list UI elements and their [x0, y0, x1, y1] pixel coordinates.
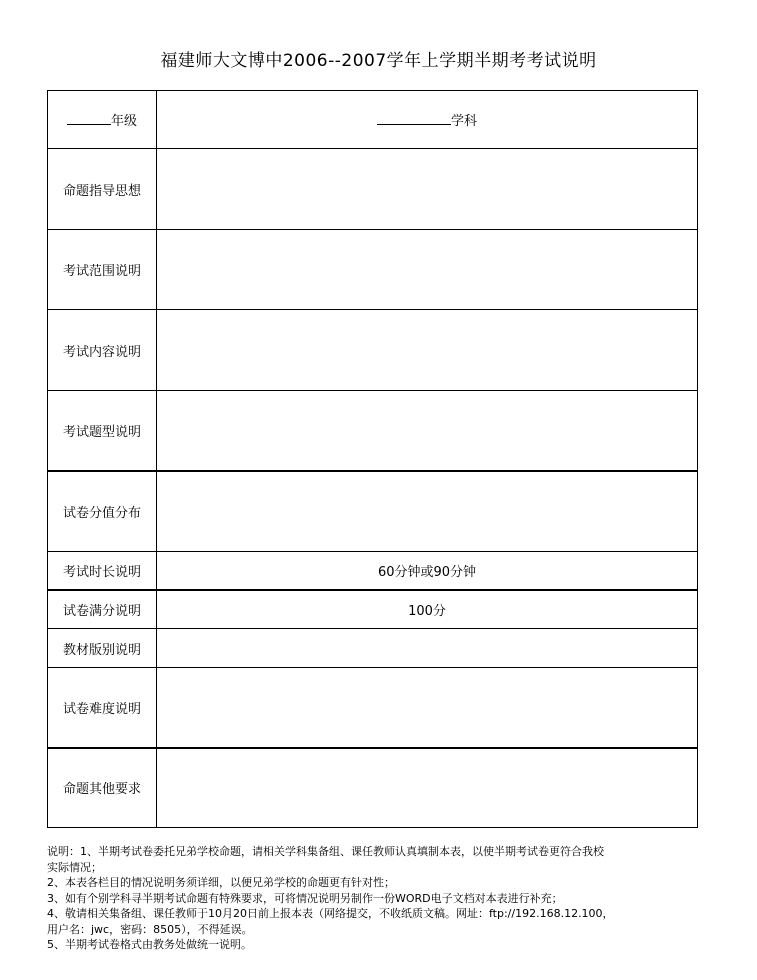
table-row — [48, 552, 698, 590]
row-label: 命题指导思想 — [48, 149, 157, 230]
table-row — [48, 391, 698, 471]
notes-section — [47, 844, 707, 953]
note-line: 3、如有个别学科寻半期考试命题有特殊要求，可将情况说明另制作一份WORD电子文档对本表进行补充； — [47, 891, 563, 905]
row-label: 试卷分值分布 — [48, 471, 157, 552]
exam-info-table — [47, 90, 698, 828]
header-row — [48, 91, 698, 149]
row-label: 命题其他要求 — [48, 748, 157, 828]
row-value[interactable] — [157, 149, 698, 230]
row-label: 考试内容说明 — [48, 310, 157, 391]
grade-blank[interactable] — [67, 124, 111, 125]
row-label: 试卷难度说明 — [48, 668, 157, 748]
table-row — [48, 668, 698, 748]
note-line: 实际情况； — [47, 860, 102, 874]
table-row — [48, 590, 698, 629]
note-line: 2、本表各栏目的情况说明务须详细，以便兄弟学校的命题更有针对性； — [47, 876, 395, 889]
table-row — [48, 230, 698, 310]
table-row — [48, 629, 698, 668]
row-value[interactable] — [157, 748, 698, 828]
subject-suffix: 学科 — [450, 114, 477, 129]
grade-suffix: 年级 — [110, 114, 137, 129]
note-line: 用户名：jwc，密码：8505），不得延误。 — [47, 922, 253, 936]
note-line: 5、半期考试卷格式由教务处做统一说明。 — [47, 938, 252, 951]
note-line: 说明：1、半期考试卷委托兄弟学校命题，请相关学科集备组、课任教师认真填制本表，以使半期考试卷更符合我校 — [47, 845, 604, 858]
grade-cell[interactable] — [48, 91, 157, 149]
row-value[interactable] — [157, 471, 698, 552]
row-value[interactable] — [157, 230, 698, 310]
table-row — [48, 748, 698, 828]
row-value[interactable] — [157, 629, 698, 668]
row-label: 考试题型说明 — [48, 391, 157, 471]
row-value[interactable] — [157, 391, 698, 471]
table-row — [48, 149, 698, 230]
row-value[interactable] — [157, 310, 698, 391]
row-label: 考试范围说明 — [48, 230, 157, 310]
table-row — [48, 310, 698, 391]
table-row — [48, 471, 698, 552]
page-title: 福建师大文博中2006--2007学年上学期半期考考试说明 — [160, 51, 597, 71]
row-value[interactable]: 100分 — [157, 590, 698, 629]
note-line: 4、敬请相关集备组、课任教师于10月20日前上报本表（网络提交，不收纸质文稿。网址：ftp://192.168.12.100， — [47, 907, 614, 920]
subject-cell[interactable] — [157, 91, 698, 149]
row-label: 试卷满分说明 — [48, 590, 157, 629]
row-value[interactable] — [157, 668, 698, 748]
row-label: 考试时长说明 — [48, 552, 157, 590]
row-label: 教材版别说明 — [48, 629, 157, 668]
subject-blank[interactable] — [377, 124, 451, 125]
row-value[interactable]: 60分钟或90分钟 — [157, 552, 698, 590]
